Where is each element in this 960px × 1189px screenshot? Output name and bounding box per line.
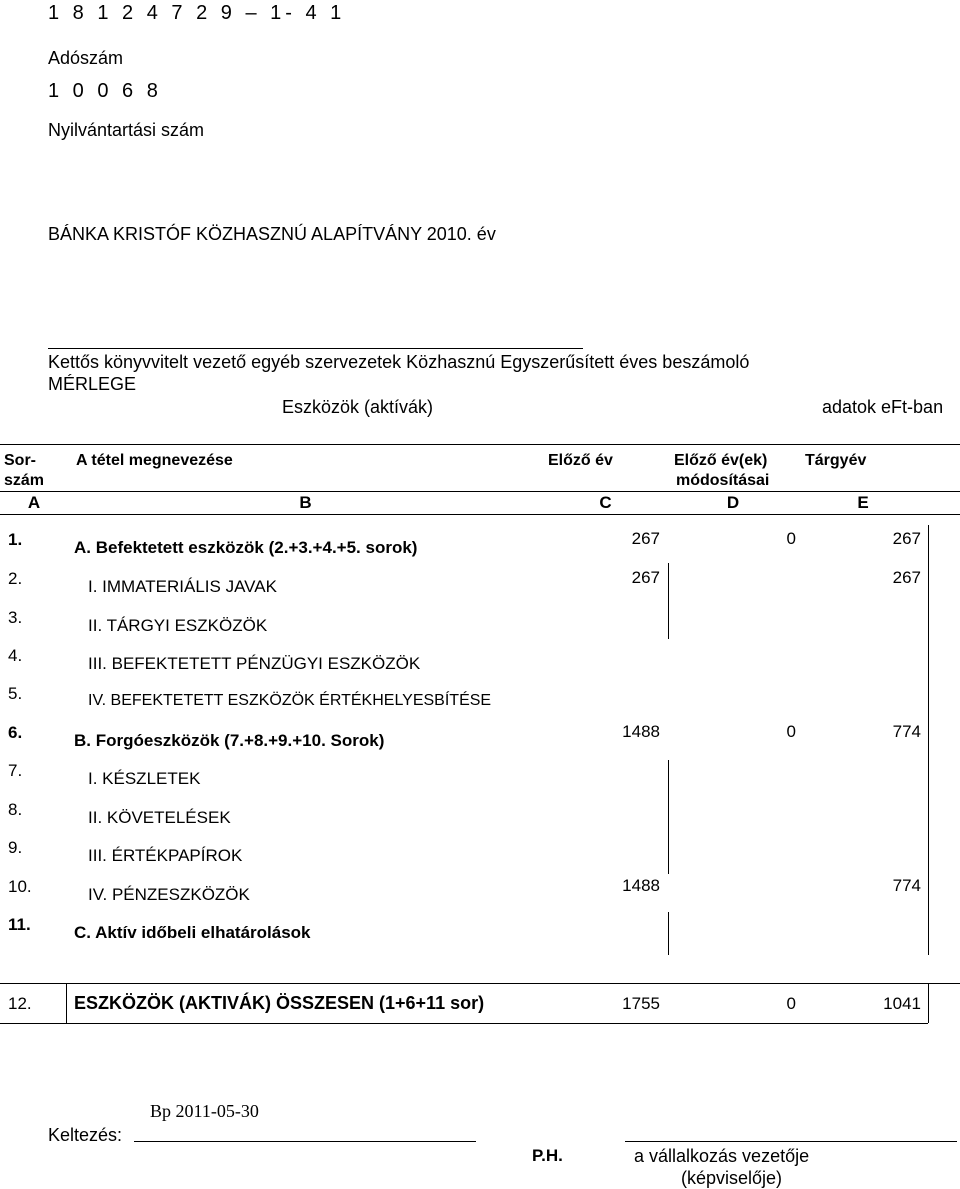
body-right-border [928,525,929,955]
column-letter-c: C [599,493,612,512]
row-number: 9. [8,838,23,857]
tax-number: 1 8 1 2 4 7 2 9 – 1- 4 1 [48,2,346,24]
header-previous-year: Előző év [548,452,613,469]
registration-number-label: Nyilvántartási szám [48,120,205,140]
column-letter-d: D [726,493,740,512]
row-number: 4. [8,646,23,665]
row-previous-year: 1488 [622,722,660,741]
header-modifications-line1: Előző év(ek) [674,452,768,469]
total-previous-year: 1755 [622,994,660,1013]
row-number: 3. [8,608,23,627]
header-item-name: A tétel megnevezése [76,452,233,469]
row-item-name: II. TÁRGYI ESZKÖZÖK [88,616,268,635]
row-number: 1. [8,530,23,549]
signer-title: a vállalkozás vezetője [634,1146,810,1166]
row-modifications: 0 [786,722,796,741]
column-letter-a: A [27,493,41,512]
row-item-name: II. KÖVETELÉSEK [88,808,231,827]
row-previous-year: 1488 [622,876,660,895]
header-sor-line2: szám [4,472,45,489]
row-current-year: 267 [892,529,921,548]
row-number: 6. [8,723,23,742]
unit-label: adatok eFt-ban [822,397,944,417]
tax-number-label: Adószám [48,48,124,68]
total-right-border [928,983,929,1023]
row-item-name: III. BEFEKTETETT PÉNZÜGYI ESZKÖZÖK [88,654,421,673]
row-item-name: A. Befektetett eszközök (2.+3.+4.+5. sorok) [74,538,418,557]
header-current-year: Tárgyév [805,452,867,469]
row-current-year: 267 [892,568,921,587]
total-row-number: 12. [8,994,32,1013]
row-number: 11. [8,915,31,934]
row-item-name: B. Forgóeszközök (7.+8.+9.+10. Sorok) [74,731,385,750]
row-number: 2. [8,569,23,588]
total-top-border [0,983,960,984]
row-current-year: 774 [892,876,921,895]
row-previous-year: 267 [631,529,660,548]
row-previous-year: 267 [631,568,660,587]
total-divider-a [66,983,67,1023]
handwritten-date: Bp 2011-05-30 [150,1101,259,1121]
total-current-year: 1041 [883,994,921,1013]
date-label: Keltezés: [48,1125,123,1145]
row-item-name: I. IMMATERIÁLIS JAVAK [88,577,277,596]
row-item-name: III. ÉRTÉKPAPÍROK [88,846,243,865]
row-item-name: I. KÉSZLETEK [88,769,201,788]
title-separator-line [48,348,583,349]
report-title-line1: Kettős könyvvitelt vezető egyéb szervezetek Közhasznú Egyszerűsített éves beszámoló [48,352,750,372]
stamp-place-label: P.H. [532,1146,563,1165]
total-modifications: 0 [786,994,796,1013]
row-number: 8. [8,800,23,819]
registration-number: 1 0 0 6 8 [48,80,162,102]
signer-subtitle: (képviselője) [681,1168,783,1188]
date-line [134,1141,476,1142]
organization-year: BÁNKA KRISTÓF KÖZHASZNÚ ALAPÍTVÁNY 2010. év [48,224,496,244]
table-top-border [0,444,960,445]
column-letter-b: B [299,493,312,512]
row-item-name: IV. BEFEKTETETT ESZKÖZÖK ÉRTÉKHELYESBÍTÉSE [88,692,492,709]
total-bottom-border [0,1023,928,1024]
column-letter-e: E [857,493,869,512]
signature-line [625,1141,957,1142]
row-item-name: C. Aktív időbeli elhatárolások [74,923,311,942]
cd-divider-lower [668,760,669,874]
cd-divider-upper [668,563,669,639]
row-modifications: 0 [786,529,796,548]
report-subtitle: Eszközök (aktívák) [282,397,434,417]
cd-divider-bottom [668,912,669,955]
row-item-name: IV. PÉNZESZKÖZÖK [88,885,250,904]
row-current-year: 774 [892,722,921,741]
header-sor-line1: Sor- [4,452,36,469]
header-modifications-line2: módosításai [676,472,770,489]
row-number: 7. [8,761,23,780]
report-title-line2: MÉRLEGE [48,374,137,394]
row-number: 10. [8,877,32,896]
total-row-name: ESZKÖZÖK (AKTIVÁK) ÖSSZESEN (1+6+11 sor) [74,993,485,1013]
row-number: 5. [8,684,23,703]
header-bottom-border [0,514,960,515]
header-divider [0,491,960,492]
